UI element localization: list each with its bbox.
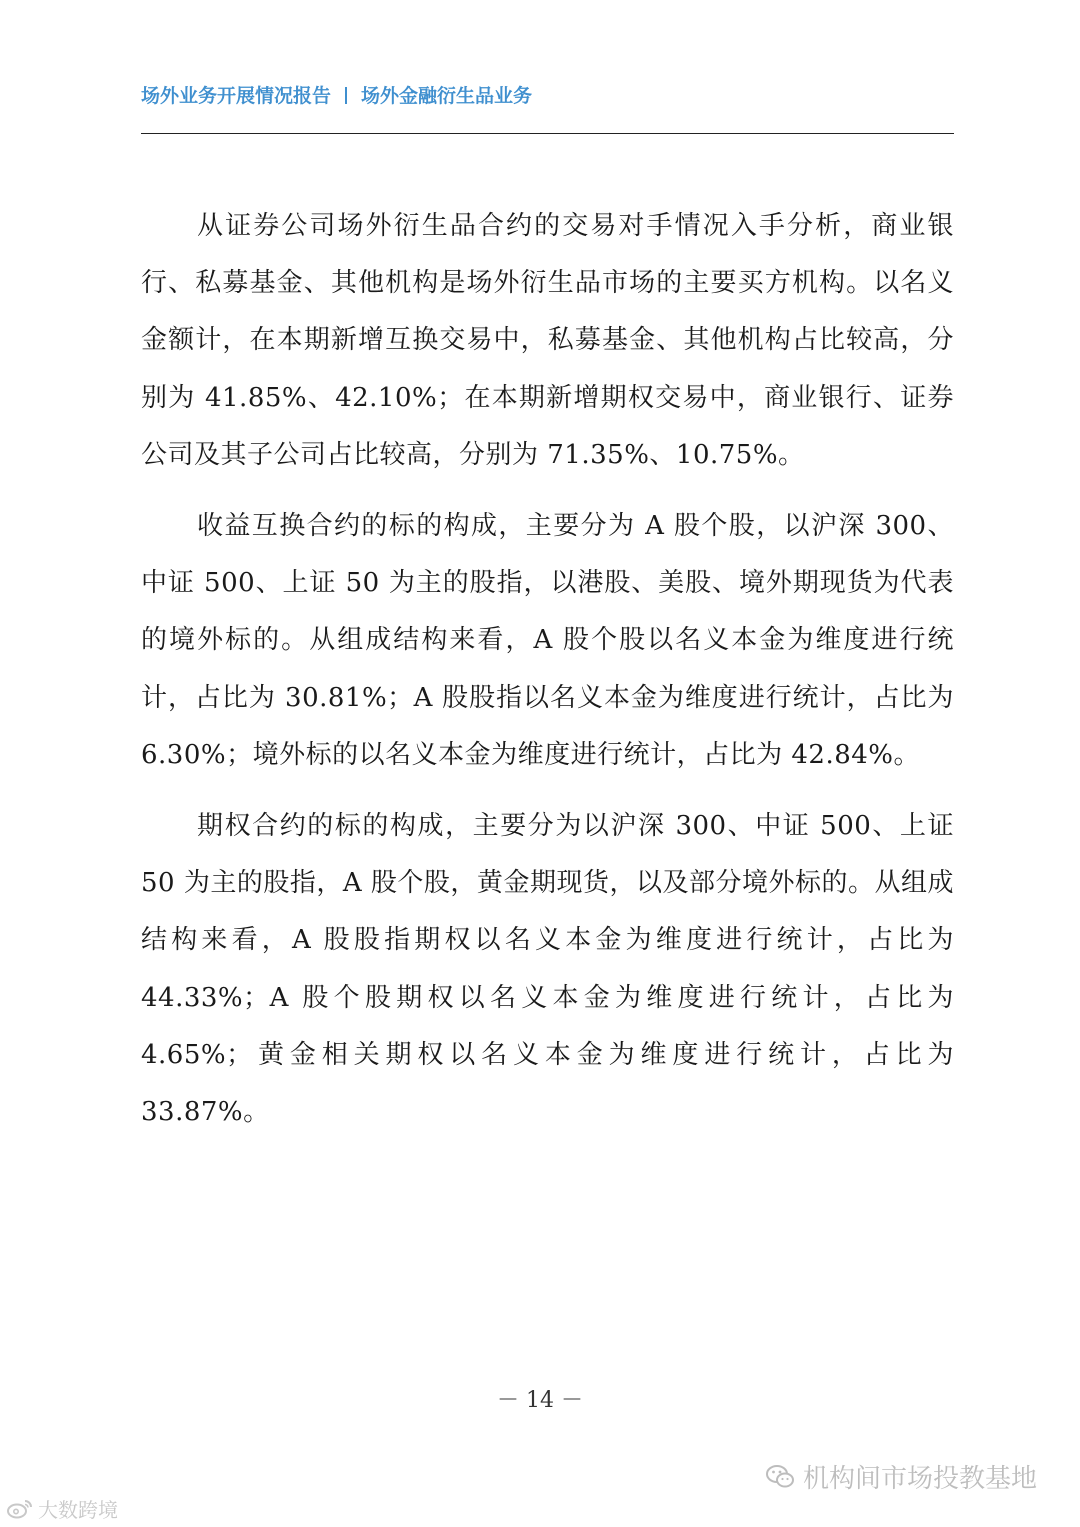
running-header (141, 80, 954, 112)
header-section-title: 场外金融衍生品业务 (361, 85, 533, 107)
weibo-icon (6, 1498, 34, 1520)
header-report-title: 场外业务开展情况报告 (141, 85, 332, 107)
paragraph-swap-underlyings: 收益互换合约的标的构成，主要分为 A 股个股，以沪深 300、中证 500、上证 50 为主的股指，以港股、美股、境外期现货为代表的境外标的。从组成结构来看，A 股个股以名义本金为维度进行统计，占比为 30.81%；A 股股指以名义本金为维度进行统计，占比为 6.30%；境外标的以名义本金为维度进行统计，占比为 42.84%。 (141, 511, 954, 770)
watermark-account (765, 1458, 1037, 1495)
page-body (141, 198, 954, 1155)
watermark-brand-name: 大数跨境 (38, 1498, 118, 1522)
header-rule (141, 133, 954, 134)
paragraph-counterparties: 从证券公司场外衍生品合约的交易对手情况入手分析，商业银行、私募基金、其他机构是场外衍生品市场的主要买方机构。以名义金额计，在本期新增互换交易中，私募基金、其他机构占比较高，分别为 41.85%、42.10%；在本期新增期权交易中，商业银行、证券公司及其子公司占比较高，分别为 71.35%、10.75%。 (141, 211, 954, 470)
watermark-brand (6, 1494, 118, 1523)
header-separator (345, 87, 347, 104)
page-number: － 14 － (497, 1388, 583, 1413)
wechat-icon (765, 1464, 795, 1490)
watermark-account-name: 机构间市场投教基地 (803, 1464, 1038, 1494)
paragraph-option-underlyings: 期权合约的标的构成，主要分为以沪深 300、中证 500、上证 50 为主的股指，A 股个股，黄金期现货，以及部分境外标的。从组成结构来看，A 股股指期权以名义本金为维度进行统计，占比为 44.33%；A 股个股期权以名义本金为维度进行统计，占比为 4.65%；黄金相关期权以名义本金为维度进行统计，占比为 33.87%。 (141, 811, 954, 1128)
